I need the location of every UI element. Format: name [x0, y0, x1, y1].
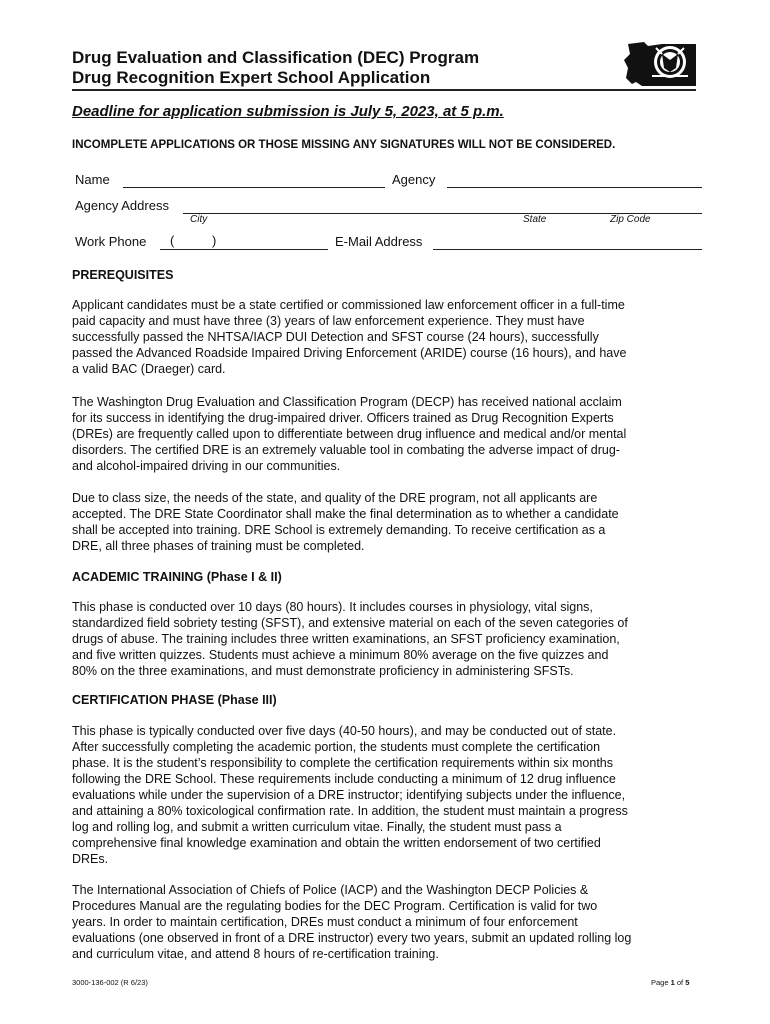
prerequisites-paragraph-3 [72, 490, 702, 554]
text-line: evaluations while under the supervision of a DRE instructor; identifying subjects under the influence, [72, 788, 626, 802]
prerequisites-paragraph-1 [72, 297, 702, 377]
prerequisites-heading: PREREQUISITES [72, 268, 174, 282]
agency-address-label: Agency Address [75, 198, 169, 213]
phone-area-open: ( [170, 233, 175, 248]
header-divider [72, 89, 696, 91]
text-line: Due to class size, the needs of the state, and quality of the DRE program, not all applicants are [72, 491, 598, 505]
city-sublabel: City [190, 214, 208, 225]
text-line: This phase is typically conducted over five days (40-50 hours), and may be conducted out of state. [72, 724, 617, 738]
zip-code-sublabel: Zip Code [610, 214, 651, 225]
email-field[interactable] [433, 249, 702, 250]
page-title [72, 48, 479, 88]
incomplete-warning: INCOMPLETE APPLICATIONS OR THOSE MISSING ANY SIGNATURES WILL NOT BE CONSIDERED. [72, 139, 616, 151]
text-line: 80% on the three examinations, and must demonstrate proficiency in administering SFSTs. [72, 664, 574, 678]
text-line: This phase is conducted over 10 days (80 hours). It includes courses in physiology, vital signs, [72, 600, 593, 614]
phone-area-close: ) [212, 233, 217, 248]
title-line-1: Drug Evaluation and Classification (DEC) Program [72, 48, 480, 67]
agency-label: Agency [392, 172, 436, 187]
text-line: The Washington Drug Evaluation and Classification Program (DECP) has received national acclaim [72, 395, 622, 409]
text-line: following the DRE School. These requirements include conducting a minimum of 12 drug influence [72, 772, 616, 786]
text-line: and five written quizzes. Students must achieve a minimum 80% average on the five quizzes and [72, 648, 609, 662]
text-line: and attaining a 80% toxicological confirmation rate. In addition, the student must maintain a progress [72, 804, 628, 818]
text-line: The International Association of Chiefs of Police (IACP) and the Washington DECP Policies & [72, 883, 589, 897]
text-line: a valid BAC (Draeger) card. [72, 362, 226, 376]
certification-paragraph-1 [72, 723, 702, 867]
text-line: phase. It is the student’s responsibility to complete the certification requirements within six months [72, 756, 614, 770]
text-line: for its success in identifying the drug-impaired driver. Officers trained as Drug Recognition Experts [72, 411, 614, 425]
text-line: After successfully completing the academic portion, the students must complete the certification [72, 740, 601, 754]
page-of: of [676, 978, 684, 987]
text-line: evaluations (one observed in front of a DRE instructor) every two years, submit an updated rolling log [72, 931, 632, 945]
text-line: accepted. The DRE State Coordinator shall make the final determination as to whether a candidate [72, 507, 619, 521]
text-line: standardized field sobriety testing (SFST), and extensive material on each of the seven categories of [72, 616, 628, 630]
text-line: paid capacity and must have three (3) years of law enforcement experience. They must have [72, 314, 585, 328]
certification-phase-heading: CERTIFICATION PHASE (Phase III) [72, 693, 277, 707]
text-line: disorders. The certified DRE is an extremely valuable tool in combating the adverse impact of drug- [72, 443, 620, 457]
email-label: E-Mail Address [335, 234, 423, 249]
certification-paragraph-2 [72, 882, 702, 962]
text-line: successfully passed the NHTSA/IACP DUI Detection and SFST course (24 hours), successfully [72, 330, 599, 344]
state-sublabel: State [523, 214, 547, 225]
form-number: 3000-136-002 (R 6/23) [72, 978, 148, 987]
page-current: 1 [670, 978, 675, 987]
prerequisites-paragraph-2 [72, 394, 702, 474]
text-line: comprehensive final knowledge examination and obtain the written endorsement of two certified [72, 836, 601, 850]
washington-state-dre-badge-icon [622, 38, 700, 90]
page-total: 5 [685, 978, 690, 987]
text-line: log and rolling log, and submit a written curriculum vitae. Finally, the student must pass a [72, 820, 562, 834]
text-line: (DREs) are frequently called upon to differentiate between drug influence and medical and/or mental [72, 427, 627, 441]
text-line: Procedures Manual are the regulating bodies for the DEC Program. Certification is valid for two [72, 899, 598, 913]
agency-field[interactable] [447, 187, 702, 188]
text-line: passed the Advanced Roadside Impaired Driving Enforcement (ARIDE) course (16 hours), and have [72, 346, 627, 360]
text-line: and alcohol-impaired driving in our communities. [72, 459, 341, 473]
text-line: Applicant candidates must be a state certified or commissioned law enforcement officer in a full-time [72, 298, 625, 312]
academic-training-paragraph [72, 599, 702, 679]
text-line: and curriculum vitae, and attend 8 hours of re-certification training. [72, 947, 439, 961]
page-indicator [651, 978, 689, 987]
text-line: shall be accepted into training. DRE School is extremely demanding. To receive certification as a [72, 523, 606, 537]
text-line: years. In order to maintain certification, DREs must conduct a minimum of four enforcement [72, 915, 578, 929]
name-field[interactable] [123, 187, 385, 188]
name-label: Name [75, 172, 110, 187]
page-prefix: Page [651, 978, 669, 987]
work-phone-label: Work Phone [75, 234, 147, 249]
title-line-2: Drug Recognition Expert School Application [72, 68, 431, 87]
text-line: DRE, all three phases of training must be completed. [72, 539, 365, 553]
work-phone-field[interactable] [160, 249, 328, 250]
text-line: DREs. [72, 852, 109, 866]
deadline-notice: Deadline for application submission is July 5, 2023, at 5 p.m. [72, 103, 504, 120]
academic-training-heading: ACADEMIC TRAINING (Phase I & II) [72, 570, 282, 584]
text-line: drugs of abuse. The training includes three written examinations, an SFST proficiency examination, [72, 632, 620, 646]
